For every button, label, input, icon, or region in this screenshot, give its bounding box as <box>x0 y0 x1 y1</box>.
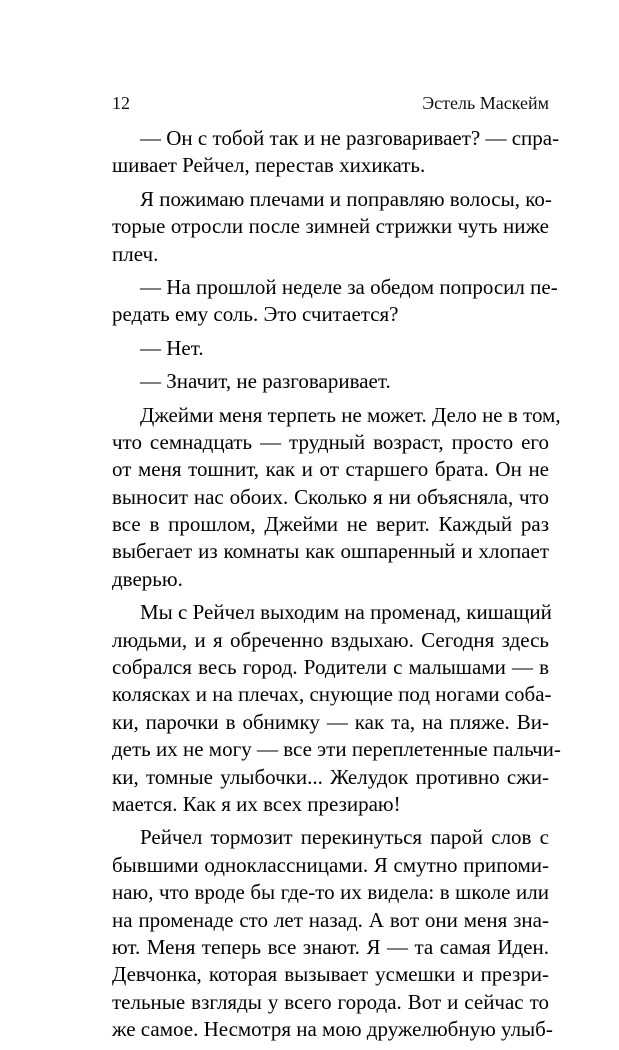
text-line: шивает Рейчел, перестав хихикать. <box>112 153 426 178</box>
text-line: — Значит, не разговаривает. <box>140 369 391 394</box>
text-line: ки, томные улыбочки... Желудок противно сжи- <box>112 764 549 789</box>
text-line: собрался весь город. Родители с малышами — в <box>112 655 549 680</box>
paragraph <box>112 274 558 329</box>
text-line: Я пожимаю плечами и поправляю волосы, ко- <box>140 186 552 211</box>
paragraph <box>112 824 553 1043</box>
text-line: выносит нас обоих. Сколько я ни объясняла, что <box>112 484 549 509</box>
text-line: на променаде сто лет назад. А вот они меня зна- <box>112 907 549 932</box>
text-line: деть их не могу — все эти переплетенные пальчи- <box>112 737 561 762</box>
text-line: колясках и на плечах, снующие под ногами соба- <box>112 682 552 707</box>
paragraph <box>120 368 549 395</box>
text-line: ют. Меня теперь все знают. Я — та самая Иден. <box>112 934 549 959</box>
text-line: ки, парочки в обнимку — как та, на пляже. Ви- <box>112 709 549 734</box>
paragraph <box>112 599 561 818</box>
text-line: редать ему соль. Это считается? <box>112 302 399 327</box>
page-number: 12 <box>112 93 130 113</box>
text-line: тельные взгляды у всего города. Вот и сейчас то <box>112 989 549 1014</box>
paragraph <box>120 335 549 362</box>
text-line: Джейми меня терпеть не может. Дело не в том, <box>140 402 561 427</box>
paragraph <box>112 125 560 180</box>
text-line: Мы с Рейчел выходим на променад, кишащий <box>140 600 552 625</box>
text-line: Девчонка, которая вызывает усмешки и презри- <box>112 962 549 987</box>
text-line: плеч. <box>112 241 159 266</box>
text-line: торые отросли после зимней стрижки чуть ниже <box>112 214 549 239</box>
text-line: все в прошлом, Джейми не верит. Каждый раз <box>112 512 549 537</box>
text-line: — На прошлой неделе за обедом попросил пе- <box>140 274 558 299</box>
running-head-author: Эстель Маскейм <box>422 93 549 113</box>
paragraph <box>112 186 552 268</box>
text-line: что семнадцать — трудный возраст, просто его <box>112 429 549 454</box>
text-line: же самое. Несмотря на мою дружелюбную улыб- <box>112 1017 553 1042</box>
text-line: от меня тошнит, как и от старшего брата. Он не <box>112 457 549 482</box>
body-text <box>112 125 561 1050</box>
text-line: — Он с тобой так и не разговаривает? — спра- <box>140 126 560 150</box>
text-line: выбегает из комнаты как ошпаренный и хлопает <box>112 539 549 564</box>
text-line: мается. Как я их всех презираю! <box>112 791 401 816</box>
text-line: — Нет. <box>140 335 204 360</box>
text-line: наю, что вроде бы где-то их видела: в школе или <box>112 880 549 905</box>
page-header <box>112 93 549 117</box>
text-line: дверью. <box>112 566 183 591</box>
text-line: бывшими одноклассницами. Я смутно припоми- <box>112 852 549 877</box>
paragraph <box>112 402 561 594</box>
text-line: Рейчел тормозит перекинуться парой слов с <box>140 825 549 850</box>
text-line: людьми, и я обреченно вздыхаю. Сегодня здесь <box>112 627 549 652</box>
